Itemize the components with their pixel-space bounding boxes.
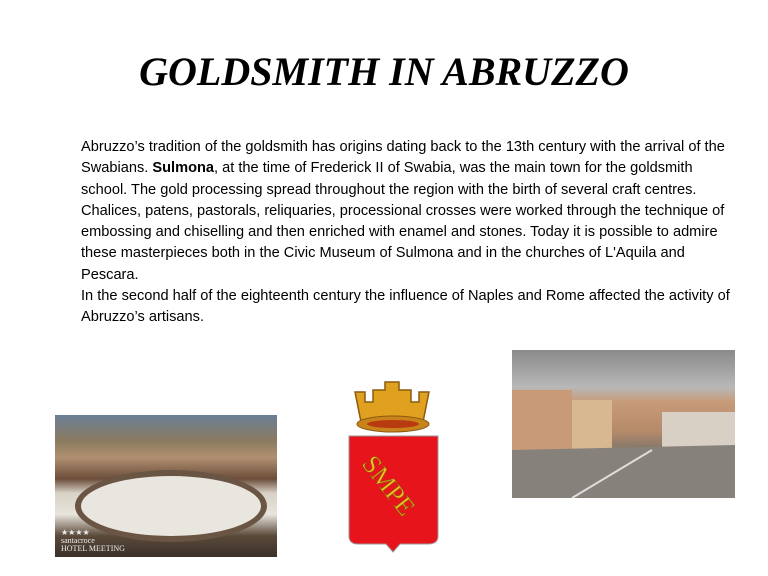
sulmona-crest	[347, 372, 440, 554]
svg-text:SMPE: SMPE	[356, 449, 421, 522]
text: , at the time of Frederick II of Swabia, was the main town for the goldsmith school. The gold processing spread throughout the region with the birth of several craft centres. Chalices, patens, pastorals, reliquaries, processional crosses were worked through the technique of embossing and chiselling and then enriched with enamel and stones. Today it is possible to admire these masterpieces both in the Civic Museum of Sulmona and in the churches of L'Aquila and Pescara.	[81, 160, 725, 283]
slide-title: GOLDSMITH IN ABRUZZO	[139, 49, 629, 94]
crown-icon	[355, 382, 429, 432]
sulmona-bold: Sulmona	[152, 160, 215, 177]
palio-photo	[55, 415, 277, 557]
slide-body	[81, 137, 741, 329]
text: Abruzzo’s tradition of the goldsmith has origins dating back to the 13th century with the arrival of the Swabians.	[81, 139, 725, 177]
shield-icon	[349, 436, 438, 552]
paragraph-2: In the second half of the eighteenth century the influence of Naples and Rome affected the activity of Abruzzo’s artisans.	[81, 288, 730, 326]
paragraph-1	[81, 137, 741, 286]
hotel-logo: ★★★★ santacroce HOTEL MEETING	[61, 528, 125, 553]
piazza-photo	[512, 350, 735, 498]
